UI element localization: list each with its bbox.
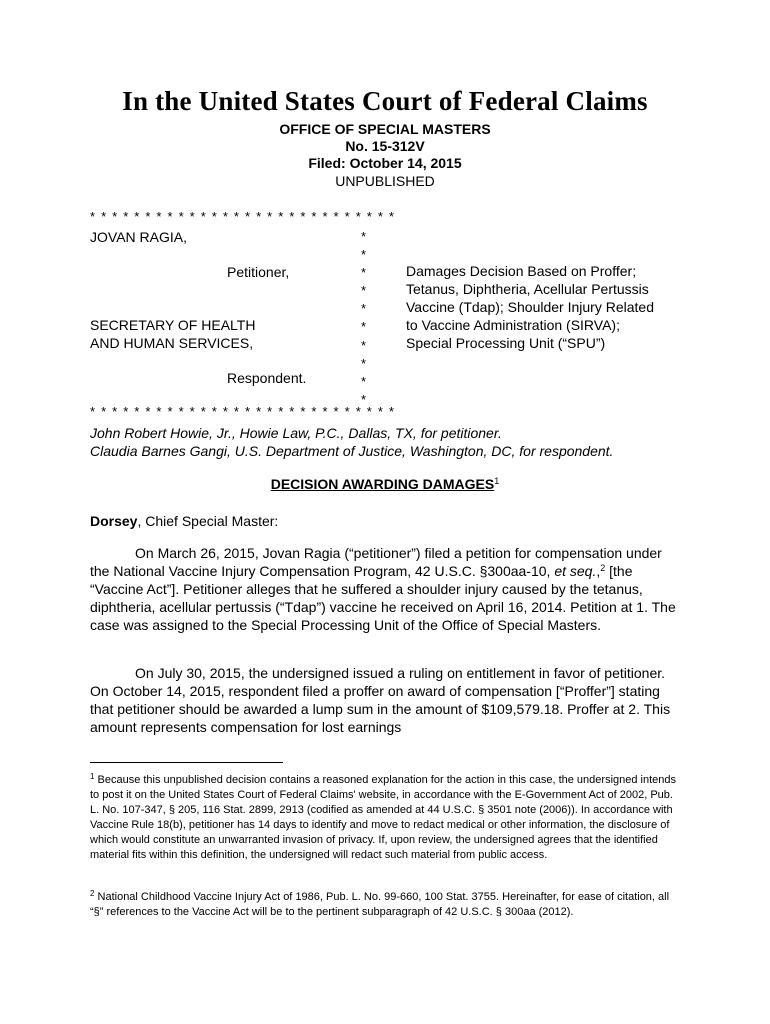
petitioner-role: Petitioner, bbox=[227, 264, 290, 280]
case-number: No. 15-312V bbox=[345, 138, 425, 154]
caption-bottom-border: * * * * * * * * * * * * * * * * * * * * * * * * * * * * bbox=[90, 404, 396, 419]
et-seq: et seq. bbox=[554, 563, 597, 579]
footnote-2 bbox=[90, 890, 682, 920]
decision-heading-text: DECISION AWARDING DAMAGES bbox=[270, 476, 495, 492]
keyword-line: Tetanus, Diphtheria, Acellular Pertussis bbox=[406, 281, 649, 297]
respondent-counsel: Claudia Barnes Gangi, U.S. Department of Justice, Washington, DC, for respondent. bbox=[90, 443, 614, 459]
paragraph-1-text-cont: [the “Vaccine Act”]. Petitioner alleges that he suffered a shoulder injury caused by the tetanus, diphtheria, acellular pertussis (“Tdap”) vaccine he received on April 16, 2014. Petition at 1. The case was assigned to the Special Processing Unit of the Office of Special Masters. bbox=[90, 563, 676, 633]
footnote-ref-2: 2 bbox=[600, 563, 606, 573]
footnote-separator bbox=[90, 762, 283, 763]
caption-star: * bbox=[361, 229, 367, 244]
footnote-2-number: 2 bbox=[90, 889, 95, 898]
paragraph-2 bbox=[90, 664, 682, 736]
paragraph-2-text: On July 30, 2015, the undersigned issued a ruling on entitlement in favor of petitioner. On October 14, 2015, respondent filed a proffer on award of compensation [“Proffer”] stating that petitioner should be awarded a lump sum in the amount of $109,579.18. Proffer at 2. This amount represents compensation for lost earnings bbox=[90, 665, 671, 735]
keyword-line: Vaccine (Tdap); Shoulder Injury Related bbox=[406, 299, 654, 315]
footnote-1 bbox=[90, 773, 682, 863]
footnote-ref-1: 1 bbox=[494, 476, 500, 486]
author-title: , Chief Special Master: bbox=[137, 513, 279, 529]
paragraph-1-text: On March 26, 2015, Jovan Ragia (“petitioner”) filed a petition for compensation under the National Vaccine Injury Compensation Program, 42 U.S.C. §300aa-10, bbox=[90, 545, 662, 579]
caption-star: * bbox=[361, 337, 367, 353]
keyword-line: Special Processing Unit (“SPU”) bbox=[406, 335, 606, 351]
caption-star: * bbox=[361, 301, 367, 317]
caption-star: * bbox=[361, 283, 367, 299]
caption-star: * bbox=[361, 391, 367, 407]
court-title: In the United States Court of Federal Claims bbox=[122, 86, 648, 116]
keyword-line: to Vaccine Administration (SIRVA); bbox=[406, 317, 620, 333]
author-line bbox=[90, 512, 682, 530]
footnote-1-number: 1 bbox=[90, 772, 95, 781]
caption-top-border: * * * * * * * * * * * * * * * * * * * * * * * * * * * * bbox=[90, 209, 396, 224]
caption-star: * bbox=[361, 265, 367, 281]
petitioner-name: JOVAN RAGIA, bbox=[90, 229, 187, 245]
respondent-name-line2: AND HUMAN SERVICES, bbox=[90, 335, 254, 351]
footnote-2-text: National Childhood Vaccine Injury Act of 1986, Pub. L. No. 99-660, 100 Stat. 3755. Hereinafter, for ease of citation, all “§” references to the Vaccine Act will be to the pertinent subparagraph of 42 U.S.C. § 300aa (2012). bbox=[90, 891, 670, 918]
counsel-block bbox=[90, 424, 613, 460]
respondent-role: Respondent. bbox=[227, 370, 307, 386]
author-name: Dorsey bbox=[90, 513, 138, 529]
case-keywords bbox=[406, 262, 654, 352]
respondent-name-line1: SECRETARY OF HEALTH bbox=[90, 317, 256, 333]
caption-star-column bbox=[361, 228, 373, 409]
office-heading: OFFICE OF SPECIAL MASTERS bbox=[279, 121, 491, 137]
decision-heading bbox=[0, 476, 770, 492]
caption-star: * bbox=[361, 373, 367, 389]
paragraph-1 bbox=[90, 544, 682, 634]
filed-date: Filed: October 14, 2015 bbox=[308, 155, 462, 171]
footnote-1-text: Because this unpublished decision contains a reasoned explanation for the action in this case, the undersigned intends to post it on the United States Court of Federal Claims' website, in accordance with the E-Government Act of 2002, Pub. L. No. 107-347, § 205, 116 Stat. 2899, 2913 (codified as amended at 44 U.S.C. § 3501 note (2006)). In accordance with Vaccine Rule 18(b), petitioner has 14 days to identify and move to redact medical or other information, the disclosure of which would constitute an unwarranted invasion of privacy. If, upon review, the undersigned agrees that the identified material fits within this definition, the undersigned will redact such material from public access. bbox=[90, 774, 677, 861]
caption-star: * bbox=[361, 355, 367, 371]
petitioner-counsel: John Robert Howie, Jr., Howie Law, P.C., Dallas, TX, for petitioner. bbox=[90, 425, 502, 441]
caption-star: * bbox=[361, 319, 367, 335]
keyword-line: Damages Decision Based on Proffer; bbox=[406, 263, 637, 279]
paragraph-1-comma: , bbox=[596, 563, 601, 579]
publication-status: UNPUBLISHED bbox=[335, 173, 435, 189]
caption-star: * bbox=[361, 247, 367, 263]
